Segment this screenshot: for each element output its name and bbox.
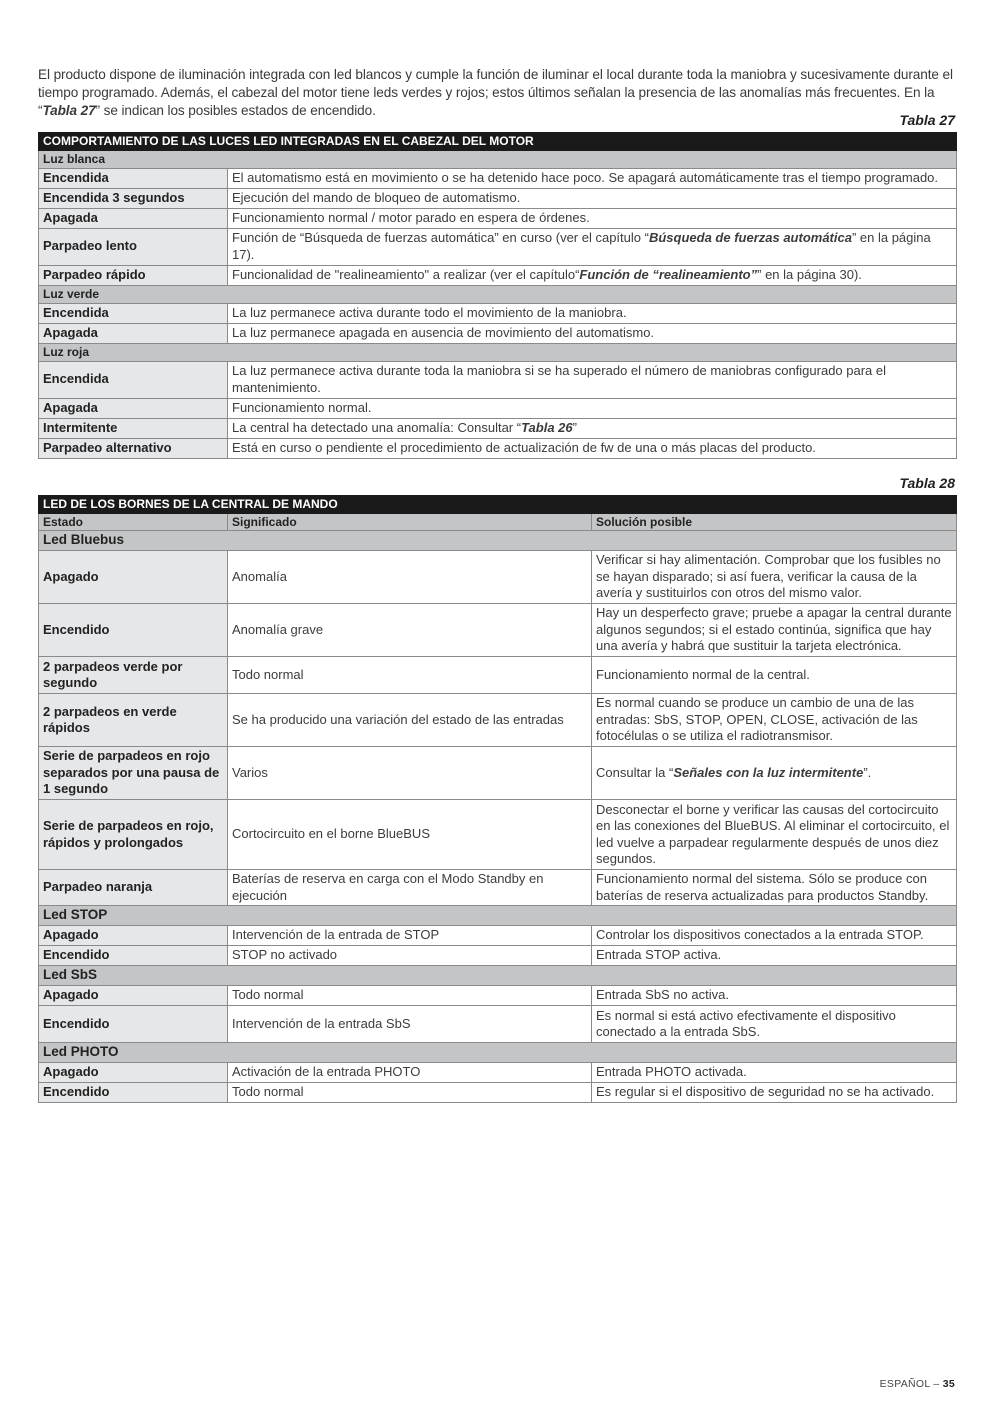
state-cell: Encendido xyxy=(39,1083,228,1103)
meaning-cell: Anomalía grave xyxy=(228,604,592,657)
state-cell: Intermitente xyxy=(39,418,228,438)
meaning-cell: Varios xyxy=(228,747,592,800)
description-text: La central ha detectado una anomalía: Consultar “ xyxy=(232,419,522,435)
description-cell: Funcionamiento normal / motor parado en espera de órdenes. xyxy=(228,208,957,228)
table-row xyxy=(39,1006,957,1043)
table-row xyxy=(39,418,957,438)
table-row xyxy=(39,361,957,398)
description-cell xyxy=(228,418,957,438)
state-cell: Encendida 3 segundos xyxy=(39,188,228,208)
page-footer xyxy=(880,1378,955,1390)
group-header-white-light: Luz blanca xyxy=(39,150,957,168)
solution-cell: Entrada SbS no activa. xyxy=(592,986,957,1006)
solution-cell: Entrada PHOTO activada. xyxy=(592,1063,957,1083)
meaning-cell: Todo normal xyxy=(228,1083,592,1103)
column-header-state: Estado xyxy=(39,513,228,531)
state-cell: Apagada xyxy=(39,323,228,343)
table-row xyxy=(39,1063,957,1083)
table-row xyxy=(39,870,957,906)
table-row xyxy=(39,986,957,1006)
intro-text-end: ” se indican los posibles estados de encendido. xyxy=(95,102,376,118)
state-cell: 2 parpadeos en verde rápidos xyxy=(39,694,228,747)
table28-caption: Tabla 28 xyxy=(899,475,955,491)
state-cell: 2 parpadeos verde por segundo xyxy=(39,657,228,694)
description-text: ” en la página 30). xyxy=(757,266,862,282)
table-row xyxy=(39,1083,957,1103)
chapter-reference: Función de “realineamiento” xyxy=(579,266,758,282)
table-row xyxy=(39,694,957,747)
solution-cell xyxy=(592,747,957,800)
state-cell: Apagado xyxy=(39,926,228,946)
solution-cell: Funcionamiento normal de la central. xyxy=(592,657,957,694)
table-row xyxy=(39,228,957,265)
solution-text: ”. xyxy=(863,764,872,780)
table-row xyxy=(39,188,957,208)
state-cell: Apagada xyxy=(39,208,228,228)
state-cell: Apagado xyxy=(39,986,228,1006)
meaning-cell: STOP no activado xyxy=(228,946,592,966)
description-cell: Funcionamiento normal. xyxy=(228,398,957,418)
table-row xyxy=(39,800,957,870)
meaning-cell: Anomalía xyxy=(228,551,592,604)
description-cell: La luz permanece apagada en ausencia de movimiento del automatismo. xyxy=(228,323,957,343)
state-cell: Encendido xyxy=(39,1006,228,1043)
table-row xyxy=(39,323,957,343)
description-text: ” en la página 17). xyxy=(232,230,931,262)
state-cell: Apagado xyxy=(39,1063,228,1083)
solution-cell: Entrada STOP activa. xyxy=(592,946,957,966)
solution-cell: Controlar los dispositivos conectados a la entrada STOP. xyxy=(592,926,957,946)
group-header-led-photo: Led PHOTO xyxy=(39,1043,957,1063)
solution-cell: Verificar si hay alimentación. Comprobar que los fusibles no se hayan disparado; si así fuera, verificar la causa de la avería y sustituirlos con otros del mismo valor. xyxy=(592,551,957,604)
state-cell: Apagado xyxy=(39,551,228,604)
solution-cell: Es normal cuando se produce un cambio de una de las entradas: SbS, STOP, OPEN, CLOSE, activación de las fotocélulas o se utiliza el radiotransmisor. xyxy=(592,694,957,747)
table-reference: Tabla 26 xyxy=(521,419,573,435)
description-cell: La luz permanece activa durante toda la maniobra si se ha superado el número de maniobras configurado para el mantenimiento. xyxy=(228,361,957,398)
state-cell: Encendido xyxy=(39,604,228,657)
state-cell: Parpadeo lento xyxy=(39,228,228,265)
state-cell: Serie de parpadeos en rojo separados por una pausa de 1 segundo xyxy=(39,747,228,800)
state-cell: Parpadeo alternativo xyxy=(39,438,228,458)
group-header-led-sbs: Led SbS xyxy=(39,966,957,986)
table27 xyxy=(38,132,957,459)
table28-title: LED DE LOS BORNES DE LA CENTRAL DE MANDO xyxy=(39,496,957,514)
table-row xyxy=(39,303,957,323)
group-header-led-bluebus: Led Bluebus xyxy=(39,531,957,551)
state-cell: Apagada xyxy=(39,398,228,418)
table-row xyxy=(39,168,957,188)
intro-text-start: El producto dispone de iluminación integrada con led blancos y cumple la función de iluminar el local durante toda la maniobra y sucesivamente durante el tiempo programado. Además, el cabezal del motor tiene leds verdes y rojos; estos últimos señalan la presencia de las anomalías más frecuentes. En la “ xyxy=(38,66,953,118)
meaning-cell: Cortocircuito en el borne BlueBUS xyxy=(228,800,592,870)
state-cell: Parpadeo naranja xyxy=(39,870,228,906)
group-header-green-light: Luz verde xyxy=(39,285,957,303)
state-cell: Parpadeo rápido xyxy=(39,265,228,285)
meaning-cell: Baterías de reserva en carga con el Modo Standby en ejecución xyxy=(228,870,592,906)
solution-cell: Es normal si está activo efectivamente el dispositivo conectado a la entrada SbS. xyxy=(592,1006,957,1043)
meaning-cell: Intervención de la entrada SbS xyxy=(228,1006,592,1043)
table-row xyxy=(39,604,957,657)
meaning-cell: Se ha producido una variación del estado de las entradas xyxy=(228,694,592,747)
table27-title: COMPORTAMIENTO DE LAS LUCES LED INTEGRADAS EN EL CABEZAL DEL MOTOR xyxy=(39,133,957,151)
meaning-cell: Todo normal xyxy=(228,657,592,694)
table-row xyxy=(39,657,957,694)
column-header-solution: Solución posible xyxy=(592,513,957,531)
column-header-meaning: Significado xyxy=(228,513,592,531)
description-cell: La luz permanece activa durante todo el movimiento de la maniobra. xyxy=(228,303,957,323)
description-text: ” xyxy=(572,419,577,435)
group-header-red-light: Luz roja xyxy=(39,343,957,361)
description-cell: Está en curso o pendiente el procedimiento de actualización de fw de una o más placas del producto. xyxy=(228,438,957,458)
state-cell: Serie de parpadeos en rojo, rápidos y prolongados xyxy=(39,800,228,870)
table-row xyxy=(39,208,957,228)
description-cell xyxy=(228,265,957,285)
table-row xyxy=(39,438,957,458)
intro-table-ref: Tabla 27 xyxy=(42,102,96,118)
page-number: 35 xyxy=(942,1378,955,1390)
table-row xyxy=(39,926,957,946)
state-cell: Encendida xyxy=(39,168,228,188)
solution-cell: Desconectar el borne y verificar las causas del cortocircuito en las conexiones del BlueBUS. Al eliminar el cortocircuito, el led vuelve a parpadear regularmente después de unos diez segundos. xyxy=(592,800,957,870)
footer-language: ESPAÑOL – xyxy=(879,1378,943,1390)
description-cell: El automatismo está en movimiento o se ha detenido hace poco. Se apagará automáticamente tras el tiempo programado. xyxy=(228,168,957,188)
group-header-led-stop: Led STOP xyxy=(39,906,957,926)
solution-cell: Hay un desperfecto grave; pruebe a apagar la central durante algunos segundos; si el estado continúa, significa que hay una avería y habrá que sustituir la tarjeta electrónica. xyxy=(592,604,957,657)
table-row xyxy=(39,946,957,966)
state-cell: Encendido xyxy=(39,946,228,966)
solution-cell: Funcionamiento normal del sistema. Sólo se produce con baterías de reserva actualizadas para productos Standby. xyxy=(592,870,957,906)
state-cell: Encendida xyxy=(39,303,228,323)
chapter-reference: Búsqueda de fuerzas automática xyxy=(648,230,852,245)
table-row xyxy=(39,551,957,604)
state-cell: Encendida xyxy=(39,361,228,398)
table-row xyxy=(39,747,957,800)
table27-caption: Tabla 27 xyxy=(899,112,955,128)
table28 xyxy=(38,495,957,1103)
meaning-cell: Intervención de la entrada de STOP xyxy=(228,926,592,946)
description-text: Función de “Búsqueda de fuerzas automática” en curso (ver el capítulo “ xyxy=(232,230,649,245)
table-row xyxy=(39,398,957,418)
description-cell: Ejecución del mando de bloqueo de automatismo. xyxy=(228,188,957,208)
solution-text: Consultar la “ xyxy=(596,764,674,780)
meaning-cell: Todo normal xyxy=(228,986,592,1006)
solution-cell: Es regular si el dispositivo de seguridad no se ha activado. xyxy=(592,1083,957,1103)
meaning-cell: Activación de la entrada PHOTO xyxy=(228,1063,592,1083)
description-cell xyxy=(228,228,957,265)
table-row xyxy=(39,265,957,285)
section-reference: Señales con la luz intermitente xyxy=(673,764,864,780)
description-text: Funcionalidad de "realineamiento" a realizar (ver el capítulo“ xyxy=(232,266,580,282)
